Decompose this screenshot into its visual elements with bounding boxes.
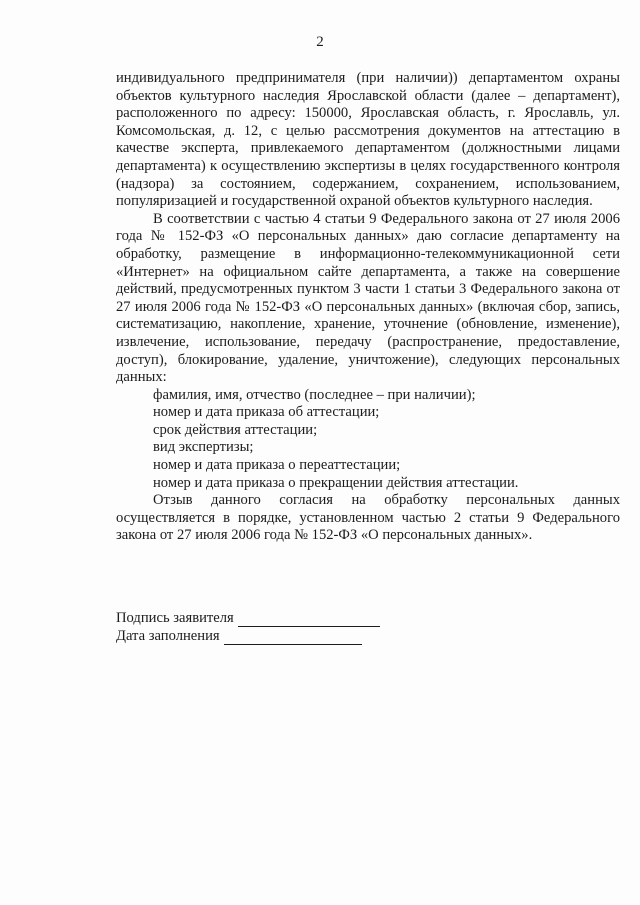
fill-date-field[interactable] bbox=[224, 631, 362, 645]
list-item: номер и дата приказа о прекращении действия аттестации. bbox=[153, 474, 519, 491]
applicant-signature-label: Подпись заявителя bbox=[116, 610, 234, 626]
personal-data-list bbox=[116, 387, 620, 493]
document-body bbox=[116, 70, 620, 545]
signature-block bbox=[116, 609, 380, 645]
list-item: номер и дата приказа об аттестации; bbox=[153, 404, 380, 421]
list-item: фамилия, имя, отчество (последнее – при наличии); bbox=[153, 386, 476, 403]
paragraph-revocation: Отзыв данного согласия на обработку персональных данных осуществляется в порядке, установленном частью 2 статьи 9 Федерального закона от 27 июля 2006 года № 152-ФЗ «О персональных данных». bbox=[116, 492, 620, 544]
list-item: срок действия аттестации; bbox=[153, 421, 318, 438]
fill-date-label: Дата заполнения bbox=[116, 628, 220, 644]
applicant-signature-row bbox=[116, 609, 380, 627]
list-item: вид экспертизы; bbox=[153, 439, 254, 456]
page-number: 2 bbox=[316, 34, 324, 50]
list-item: номер и дата приказа о переаттестации; bbox=[153, 457, 401, 474]
fill-date-row bbox=[116, 627, 380, 645]
paragraph-consent: В соответствии с частью 4 статьи 9 Федерального закона от 27 июля 2006 года № 152-ФЗ «О персональных данных» даю согласие департаменту на обработку, размещение в информационно-телекоммуникационной сети «Интернет» на официальном сайте департамента, а также на совершение действий, предусмотренных пунктом 3 части 1 статьи 3 Федерального закона от 27 июля 2006 года № 152-ФЗ «О персональных данных» (включая сбор, запись, систематизацию, накопление, хранение, уточнение (обновление, изменение), извлечение, использование, передачу (распространение, предоставление, доступ), блокирование, удаление, уничтожение), следующих персональных данных: bbox=[116, 210, 620, 386]
paragraph-purpose: индивидуального предпринимателя (при наличии)) департаментом охраны объектов культурного наследия Ярославской области (далее – департамент), расположенного по адресу: 150000, Ярославская область, г. Ярославль, ул. Комсомольская, д. 12, с целью рассмотрения документов на аттестацию в качестве эксперта, привлекаемого департаментом (должностными лицами департамента) к осуществлению экспертизы в целях государственного контроля (надзора) за состоянием, содержанием, сохранением, использованием, популяризацией и государственной охраной объектов культурного наследия. bbox=[116, 70, 620, 210]
applicant-signature-field[interactable] bbox=[238, 613, 380, 627]
